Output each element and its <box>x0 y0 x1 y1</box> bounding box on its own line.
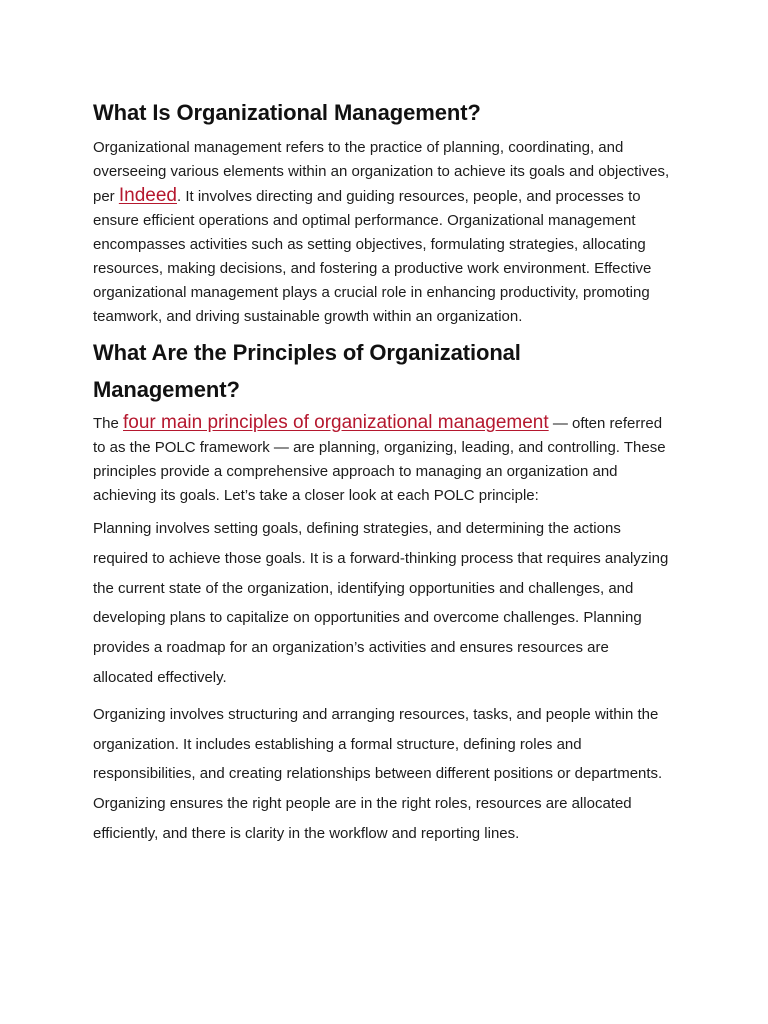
intro-text-before: Organizational management refers to the practice of planning, coordinating, and overseeing various elements within an organization to achieve its goals and objectives, per <box>93 139 670 205</box>
intro-paragraph <box>93 136 673 329</box>
organizing-paragraph: Organizing involves structuring and arranging resources, tasks, and people within the organization. It includes establishing a formal structure, defining roles and responsibilities, and creating relationships between different positions or departments. Organizing ensures the right people are in the right roles, resources are allocated efficiently, and there is clarity in the workflow and reporting lines. <box>93 705 663 842</box>
article-body <box>93 94 673 849</box>
principles-text-after: — often referred to as the POLC framework — are planning, organizing, leading, and controlling. These principles provide a comprehensive approach to managing an organization and achieving its goals. Let’s take a closer look at each POLC principle: <box>93 415 666 504</box>
planning-paragraph: Planning involves setting goals, defining strategies, and determining the actions required to achieve those goals. It is a forward-thinking process that requires analyzing the current state of the organization, identifying opportunities and challenges, and developing plans to capitalize on opportunities and overcome challenges. Planning provides a roadmap for an organization’s activities and ensures resources are allocated effectively. <box>93 520 669 686</box>
section-heading-principles: What Are the Principles of Organizational Management? <box>93 340 521 402</box>
indeed-link[interactable]: Indeed <box>118 185 177 206</box>
principles-link[interactable]: four main principles of organizational management <box>123 412 549 433</box>
intro-text-after: . It involves directing and guiding resources, people, and processes to ensure efficient operations and optimal performance. Organizational management encompasses activities such as setting objectives, formulating strategies, allocating resources, making decisions, and fostering a productive work environment. Effective organizational management plays a crucial role in enhancing productivity, promoting teamwork, and driving sustainable growth within an organization. <box>93 188 652 325</box>
section-heading-what-is: What Is Organizational Management? <box>93 100 481 125</box>
principles-text-before: The <box>93 415 124 432</box>
principles-paragraph <box>93 411 673 508</box>
